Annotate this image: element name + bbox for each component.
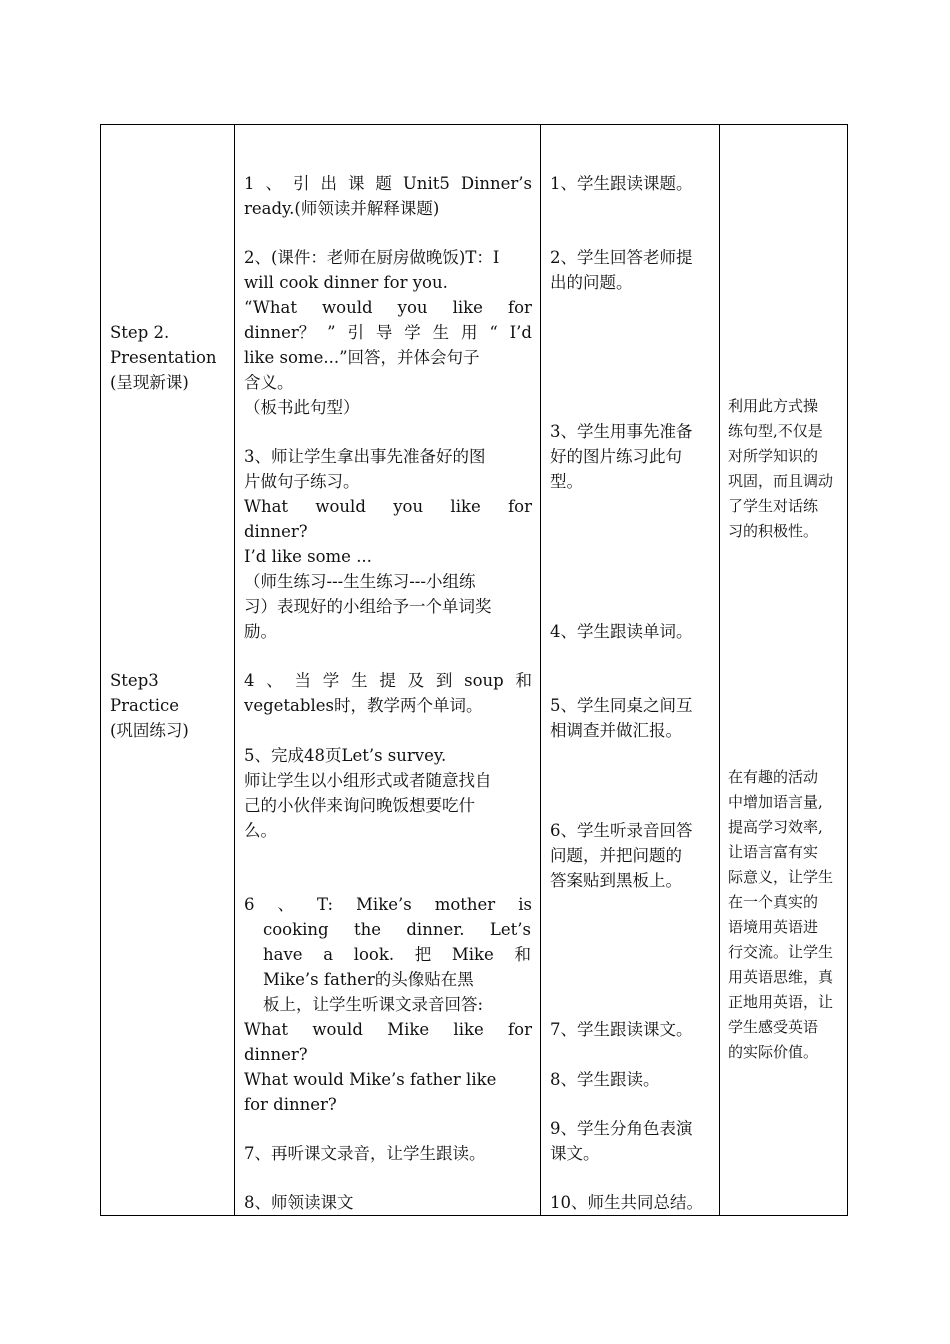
text-token: you <box>393 497 424 516</box>
student-line: 1、学生跟读课题。 <box>550 174 693 193</box>
teacher-line: （板书此句型） <box>244 398 360 417</box>
text-token: like <box>450 497 481 516</box>
teacher-line: I’d like some ... <box>244 547 372 566</box>
text-token: 生 <box>351 671 368 690</box>
teacher-line: 3、师让学生拿出事先准备好的图 <box>244 447 486 466</box>
student-line: 5、学生同桌之间互 <box>550 696 693 715</box>
text-token: would <box>322 298 373 317</box>
student-line: 答案贴到黑板上。 <box>550 871 682 890</box>
teacher-line: 5、完成48页Let’s survey. <box>244 746 447 765</box>
text-token: 、 <box>265 174 282 193</box>
student-line: 相调查并做汇报。 <box>550 721 682 740</box>
text-token: I’d <box>509 323 532 342</box>
teacher-line <box>263 942 531 967</box>
purpose-line: 际意义，让学生 <box>728 868 834 886</box>
text-token: Mike <box>451 945 494 964</box>
student-line: 7、学生跟读课文。 <box>550 1020 693 1039</box>
text-token: 和 <box>515 671 532 690</box>
teacher-line: ready.(师领读并解释课题) <box>244 199 440 218</box>
text-token: for <box>508 1020 532 1039</box>
text-token: What <box>244 497 289 516</box>
text-token: 及 <box>407 671 425 690</box>
teacher-line: 习）表现好的小组给予一个单词奖 <box>244 597 492 616</box>
student-line: 2、学生回答老师提 <box>550 248 693 267</box>
student-line: 10、师生共同总结。 <box>550 1193 703 1212</box>
teacher-line: Mike’s father的头像贴在黑 <box>263 970 474 989</box>
text-token: look. <box>353 945 395 964</box>
text-token: 、 <box>266 671 283 690</box>
text-token: Let’s <box>489 920 531 939</box>
purpose-line: 正地用英语，让 <box>728 993 834 1011</box>
step2-title-cn: (呈现新课) <box>110 373 189 392</box>
text-token: 生 <box>432 323 450 342</box>
text-token: 提 <box>379 671 396 690</box>
student-line: 问题，并把问题的 <box>550 846 682 865</box>
text-token: have <box>263 945 303 964</box>
purpose-line: 习的积极性。 <box>728 522 819 540</box>
text-token: 引 <box>347 323 364 342</box>
text-token: for <box>508 298 532 317</box>
text-token: the <box>353 920 381 939</box>
text-token: you <box>397 298 428 317</box>
teacher-line: 么。 <box>244 821 277 840</box>
student-line: 4、学生跟读单词。 <box>550 622 693 641</box>
text-token: 出 <box>320 174 337 193</box>
text-token: for <box>508 497 532 516</box>
text-token: 引 <box>292 174 310 193</box>
teacher-line: like some...”回答，并体会句子 <box>244 348 480 367</box>
text-token: Mike’s <box>356 895 412 914</box>
teacher-line <box>244 320 532 345</box>
student-line: 好的图片练习此句 <box>550 447 682 466</box>
text-token: is <box>518 895 532 914</box>
text-token: 6 <box>244 895 255 914</box>
column-divider <box>540 125 541 1215</box>
student-line: 9、学生分角色表演 <box>550 1119 693 1138</box>
text-token: soup <box>464 671 504 690</box>
text-token: Dinner’s <box>460 174 532 193</box>
teacher-line <box>244 668 532 693</box>
student-line: 出的问题。 <box>550 273 633 292</box>
teacher-line <box>244 892 532 917</box>
purpose-line: 的实际价值。 <box>728 1043 819 1061</box>
teacher-line: 己的小伙伴来询问晚饭想要吃什 <box>244 796 475 815</box>
teacher-line <box>244 295 532 320</box>
purpose-line: 对所学知识的 <box>728 447 819 465</box>
text-token: 学 <box>404 323 421 342</box>
text-token: a <box>323 945 334 964</box>
text-token: 到 <box>435 671 453 690</box>
teacher-line: 励。 <box>244 622 277 641</box>
text-token: cooking <box>263 920 329 939</box>
teacher-line: 师让学生以小组形式或者随意找自 <box>244 771 492 790</box>
purpose-line: 利用此方式操 <box>728 397 819 415</box>
purpose-line: 练句型,不仅是 <box>728 422 823 440</box>
text-token: would <box>315 497 366 516</box>
text-token: dinner？ <box>244 323 316 342</box>
teacher-line: dinner? <box>244 522 308 541</box>
teacher-line: vegetables时，教学两个单词。 <box>244 696 483 715</box>
text-token: “What <box>244 298 297 317</box>
teacher-line: dinner? <box>244 1045 308 1064</box>
text-token: 、 <box>277 895 295 914</box>
teacher-line <box>244 494 532 519</box>
purpose-line: 巩固，而且调动 <box>728 472 834 490</box>
teacher-line: What would Mike’s father like <box>244 1070 497 1089</box>
step3-label: Step3 <box>110 671 159 690</box>
text-token: 把 <box>414 945 432 964</box>
teacher-line <box>263 917 531 942</box>
student-line: 课文。 <box>550 1144 600 1163</box>
teacher-line: 板上，让学生听课文录音回答: <box>263 995 484 1014</box>
text-token: 和 <box>514 945 531 964</box>
teacher-line <box>244 171 532 196</box>
student-line: 8、学生跟读。 <box>550 1070 660 1089</box>
teacher-line: 2、(课件：老师在厨房做晚饭)T：I <box>244 248 500 267</box>
text-token: ” <box>327 323 336 342</box>
text-token: 用 <box>460 323 478 342</box>
text-token: “ <box>489 323 498 342</box>
text-token: 当 <box>294 671 312 690</box>
text-token: 题 <box>375 174 392 193</box>
teacher-line: for dinner? <box>244 1095 337 1114</box>
text-token: Mike <box>387 1020 430 1039</box>
purpose-line: 提高学习效率, <box>728 818 823 836</box>
teacher-line: 片做句子练习。 <box>244 472 360 491</box>
teacher-line: 7、再听课文录音，让学生跟读。 <box>244 1144 486 1163</box>
text-token: T: <box>317 895 334 914</box>
student-line: 3、学生用事先准备 <box>550 422 693 441</box>
teacher-line: 8、师领读课文 <box>244 1193 354 1212</box>
text-token: 课 <box>347 174 365 193</box>
teacher-line <box>244 1017 532 1042</box>
lesson-plan-table <box>100 124 848 1216</box>
text-token: 4 <box>244 671 255 690</box>
teacher-line: will cook dinner for you. <box>244 273 448 292</box>
text-token: like <box>453 1020 484 1039</box>
teacher-line: （师生练习---生生练习---小组练 <box>244 572 476 591</box>
purpose-line: 语境用英语进 <box>728 918 819 936</box>
text-token: Unit5 <box>402 174 450 193</box>
purpose-line: 行交流。让学生 <box>728 943 834 961</box>
purpose-line: 学生感受英语 <box>728 1018 819 1036</box>
step2-label: Step 2. <box>110 323 170 342</box>
column-divider <box>234 125 235 1215</box>
text-token: dinner. <box>406 920 465 939</box>
purpose-line: 用英语思维，真 <box>728 968 834 986</box>
column-divider <box>719 125 720 1215</box>
text-token: 导 <box>375 323 393 342</box>
purpose-line: 在一个真实的 <box>728 893 819 911</box>
text-token: What <box>244 1020 289 1039</box>
text-token: mother <box>434 895 496 914</box>
student-line: 型。 <box>550 472 583 491</box>
step2-title: Presentation <box>110 348 217 367</box>
step3-title-cn: (巩固练习) <box>110 721 189 740</box>
text-token: would <box>312 1020 363 1039</box>
purpose-line: 让语言富有实 <box>728 843 819 861</box>
text-token: 1 <box>244 174 255 193</box>
purpose-line: 了学生对话练 <box>728 497 819 515</box>
step3-title: Practice <box>110 696 179 715</box>
purpose-line: 在有趣的活动 <box>728 768 819 786</box>
text-token: 学 <box>322 671 340 690</box>
text-token: like <box>452 298 483 317</box>
teacher-line: 含义。 <box>244 373 294 392</box>
student-line: 6、学生听录音回答 <box>550 821 693 840</box>
purpose-line: 中增加语言量, <box>728 793 823 811</box>
